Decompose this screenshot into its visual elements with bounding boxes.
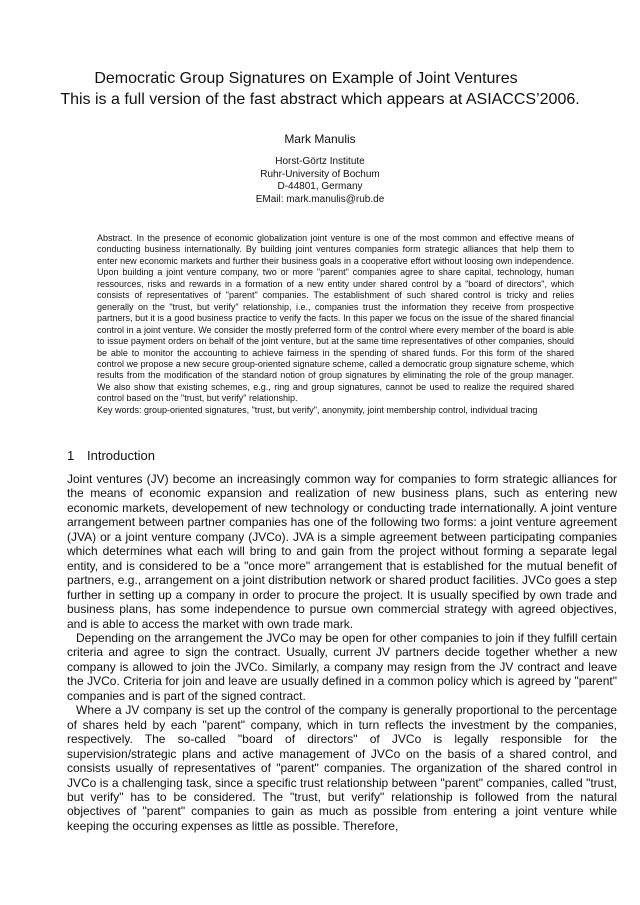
paper-title-line1 — [0, 69, 640, 89]
paper-title-text: Democratic Group Signatures on Example of Joint Ventures — [94, 70, 518, 87]
abstract — [97, 233, 574, 416]
section-title: Introduction — [87, 448, 155, 463]
paragraph: Depending on the arrangement the JVCo may be open for other companies to join if they fulfill certain criteria and agree to sign the contract. Usually, current JV partners decide together whether a new company is allowed to join the JVCo. Similarly, a company may resign from the JV contract and leave the JVCo. Criteria for join and leave are usually defined in a common policy which is agreed by "parent" companies and is part of the signed contract. — [67, 630, 617, 703]
paper-title-line2: This is a full version of the fast abstract which appears at ASIACCS’2006. — [60, 91, 580, 108]
affiliation-address: D-44801, Germany — [277, 181, 363, 192]
paragraph: Where a JV company is set up the control of the company is generally proportional to the percentage of shares held by each "parent" company, which in turn reflects the investment by the companies, respectively. The so-called "board of directors" of JVCo is legally responsible for the supervision/strategic plans and active management of JVCo on the basis of a shared control, and consists usually of representatives of "parent" companies. The organization of the shared control in JVCo is a challenging task, since a specific trust relationship between "parent" companies, called "trust, but verify" has to be considered. The "trust, but verify" relationship is followed from the natural objectives of "parent" companies to gain as much as possible from entering a joint venture while keeping the occuring expenses as little as possible. Therefore, — [67, 703, 617, 833]
abstract-label: Abstract. — [97, 233, 133, 243]
abstract-text: In the presence of economic globalization joint venture is one of the most common and effective means of conducting business internationally. By building joint ventures companies form strategic alliances that help them to enter new economic markets and further their business goals in a cooperative effort without loosing own independence. Upon building a joint venture company, two or more "parent" companies agree to share capital, technology, human ressources, risks and rewards in a formation of a new entity under shared control by a "board of directors", which consists of representatives of "parent" companies. The establishment of such shared control is tricky and relies generally on the "trust, but verify" relationship, i.e., companies trust the information they receive from prospective partners, but it is a good business practice to verify the facts. In this paper we focus on the issue of the shared financial control in a joint venture. We consider the mostly preferred form of the control where every member of the board is able to issue payment orders on behalf of the joint venture, but at the same time representatives of other companies, should be able to monitor the accounting to achieve fairness in the spending of shared funds. For this form of the shared control we propose a new secure group-oriented signature scheme, called a democratic group signature scheme, which results from the modification of the standard notion of group signatures by eliminating the role of the group manager. We also show that existing schemes, e.g., ring and group signatures, cannot be used to realize the required shared control based on the "trust, but verify" relationship. — [97, 233, 574, 404]
affiliation-email: EMail: mark.manulis@rub.de — [255, 193, 385, 205]
paragraph: Joint ventures (JV) become an increasingly common way for companies to form strategic alliances for the means of economic expansion and realization of new business plans, such as entering new economic markets, developement of new technology or conducting trade internationally. A joint venture arrangement between partner companies has one of the following two forms: a joint venture agreement (JVA) or a joint venture company (JVCo). JVA is a simple agreement between participating companies which determines what each will bring to and gain from the project without forming a separate legal entity, and is considered to be a "once more" arrangement that is established for the mutual benefit of partners, e.g., arrangement on a joint distribution network or shared product facilities. JVCo goes a step further in setting up a company in order to procure the project. It is usually specified by own trade and business plans, has some independence to pursue own commercial strategy with agreed objectives, and is able to access the market with own trade mark. — [67, 472, 617, 631]
affiliation-institute: Horst-Görtz Institute — [275, 156, 365, 167]
author-affiliation — [0, 156, 640, 206]
section-number: 1 — [67, 448, 75, 463]
body-text — [67, 472, 617, 833]
author-name: Mark Manulis — [284, 132, 356, 146]
affiliation-university: Ruhr-University of Bochum — [260, 168, 380, 180]
section-heading — [67, 447, 155, 464]
abstract-body — [97, 233, 574, 405]
keywords: Key words: group-oriented signatures, "trust, but verify", anonymity, joint membership control, individual tracing — [97, 404, 538, 415]
